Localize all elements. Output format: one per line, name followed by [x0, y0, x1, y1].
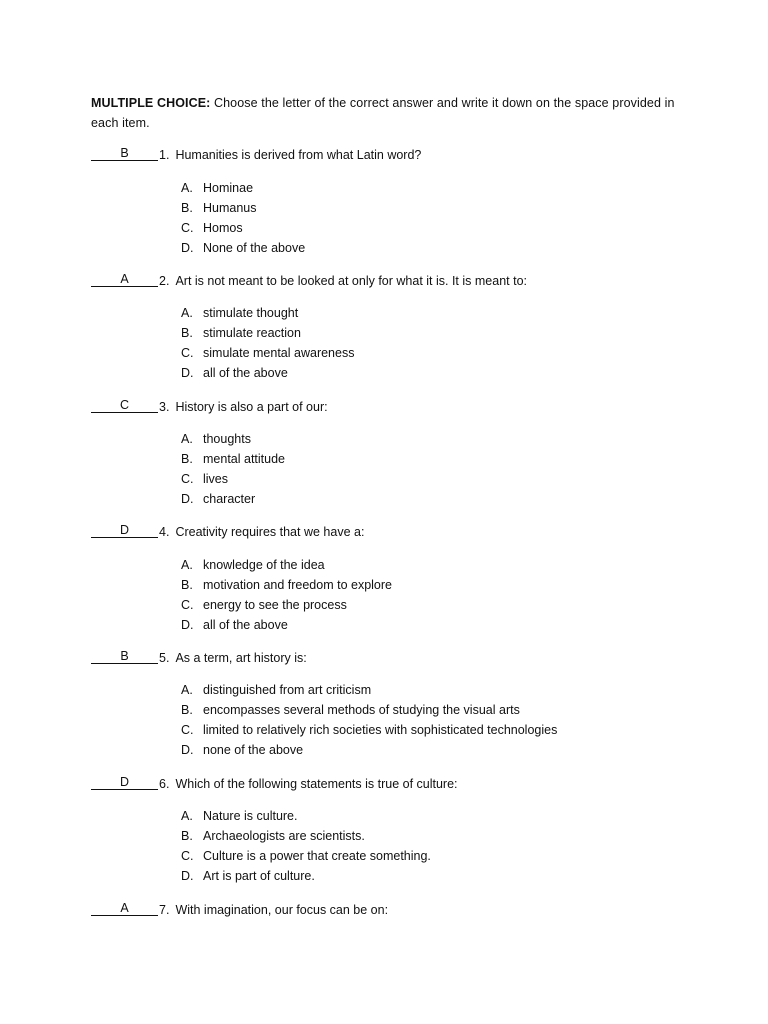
option-item — [181, 363, 354, 383]
option-letter: D. — [181, 618, 194, 632]
question-number: 3. — [159, 400, 170, 414]
option-item — [181, 343, 354, 363]
option-item — [181, 218, 305, 238]
option-item — [181, 178, 305, 198]
option-letter: A. — [181, 181, 193, 195]
question-3 — [91, 397, 328, 417]
option-text: limited to relatively rich societies with sophisticated technologies — [203, 723, 558, 737]
option-item — [181, 826, 431, 846]
option-text: Art is part of culture. — [203, 869, 315, 883]
option-item — [181, 740, 557, 760]
option-letter: D. — [181, 241, 194, 255]
option-item — [181, 489, 285, 509]
option-item — [181, 238, 305, 258]
option-text: Humanus — [203, 201, 257, 215]
option-letter: A. — [181, 683, 193, 697]
question-number: 5. — [159, 651, 170, 665]
option-letter: B. — [181, 578, 193, 592]
option-item — [181, 555, 392, 575]
option-letter: C. — [181, 849, 194, 863]
option-letter: A. — [181, 809, 193, 823]
answer-blank: B — [91, 146, 158, 161]
option-text: none of the above — [203, 743, 304, 757]
option-item — [181, 846, 431, 866]
option-text: character — [203, 492, 256, 506]
option-letter: B. — [181, 201, 193, 215]
option-text: mental attitude — [203, 452, 285, 466]
option-item — [181, 680, 557, 700]
option-letter: B. — [181, 703, 193, 717]
answer-blank: B — [91, 649, 158, 664]
instructions-lead: MULTIPLE CHOICE: — [91, 96, 211, 110]
option-text: energy to see the process — [203, 598, 347, 612]
question-text: As a term, art history is: — [175, 651, 307, 665]
option-letter: A. — [181, 306, 193, 320]
option-letter: A. — [181, 558, 193, 572]
answer-blank: A — [91, 901, 158, 916]
option-text: knowledge of the idea — [203, 558, 325, 572]
option-letter: B. — [181, 452, 193, 466]
options-list-5 — [181, 680, 557, 760]
question-1 — [91, 145, 421, 165]
answer-blank: D — [91, 523, 158, 538]
option-letter: A. — [181, 432, 193, 446]
question-text: Creativity requires that we have a: — [175, 525, 365, 539]
option-text: all of the above — [203, 366, 288, 380]
option-item — [181, 198, 305, 218]
option-text: None of the above — [203, 241, 306, 255]
option-text: Archaeologists are scientists. — [203, 829, 365, 843]
option-item — [181, 615, 392, 635]
option-letter: B. — [181, 829, 193, 843]
question-7 — [91, 900, 388, 920]
option-text: Hominae — [203, 181, 254, 195]
option-item — [181, 720, 557, 740]
instructions — [91, 93, 691, 133]
option-letter: C. — [181, 346, 194, 360]
option-text: encompasses several methods of studying the visual arts — [203, 703, 520, 717]
question-text: With imagination, our focus can be on: — [175, 903, 389, 917]
question-text: Which of the following statements is true of culture: — [175, 777, 458, 791]
options-list-6 — [181, 806, 431, 886]
option-item — [181, 595, 392, 615]
option-letter: D. — [181, 492, 194, 506]
question-4 — [91, 522, 364, 542]
question-number: 4. — [159, 525, 170, 539]
option-text: stimulate thought — [203, 306, 299, 320]
option-text: distinguished from art criticism — [203, 683, 372, 697]
options-list-2 — [181, 303, 354, 383]
option-letter: B. — [181, 326, 193, 340]
option-item — [181, 323, 354, 343]
answer-blank: C — [91, 398, 158, 413]
option-text: all of the above — [203, 618, 288, 632]
option-text: stimulate reaction — [203, 326, 301, 340]
answer-blank: A — [91, 272, 158, 287]
option-item — [181, 575, 392, 595]
question-text: History is also a part of our: — [175, 400, 328, 414]
option-letter: C. — [181, 221, 194, 235]
options-list-1 — [181, 178, 305, 258]
option-letter: C. — [181, 598, 194, 612]
option-letter: D. — [181, 743, 194, 757]
question-6 — [91, 774, 458, 794]
option-text: Nature is culture. — [203, 809, 298, 823]
option-letter: D. — [181, 869, 194, 883]
question-text: Art is not meant to be looked at only for what it is. It is meant to: — [175, 274, 527, 288]
question-number: 2. — [159, 274, 170, 288]
option-text: Homos — [203, 221, 243, 235]
answer-blank: D — [91, 775, 158, 790]
question-text: Humanities is derived from what Latin word? — [175, 148, 422, 162]
question-number: 6. — [159, 777, 170, 791]
option-text: lives — [203, 472, 229, 486]
option-item — [181, 303, 354, 323]
option-letter: D. — [181, 366, 194, 380]
option-item — [181, 469, 285, 489]
option-letter: C. — [181, 723, 194, 737]
option-item — [181, 429, 285, 449]
instructions-text: Choose the letter of the correct answer and write it down on the space provided in each item. — [91, 96, 675, 130]
options-list-3 — [181, 429, 285, 509]
option-text: simulate mental awareness — [203, 346, 355, 360]
question-5 — [91, 648, 307, 668]
option-item — [181, 700, 557, 720]
option-item — [181, 866, 431, 886]
option-item — [181, 806, 431, 826]
option-letter: C. — [181, 472, 194, 486]
option-text: Culture is a power that create something. — [203, 849, 431, 863]
option-text: motivation and freedom to explore — [203, 578, 392, 592]
question-2 — [91, 271, 527, 291]
question-number: 7. — [159, 903, 170, 917]
options-list-4 — [181, 555, 392, 635]
option-item — [181, 449, 285, 469]
option-text: thoughts — [203, 432, 251, 446]
question-number: 1. — [159, 148, 170, 162]
